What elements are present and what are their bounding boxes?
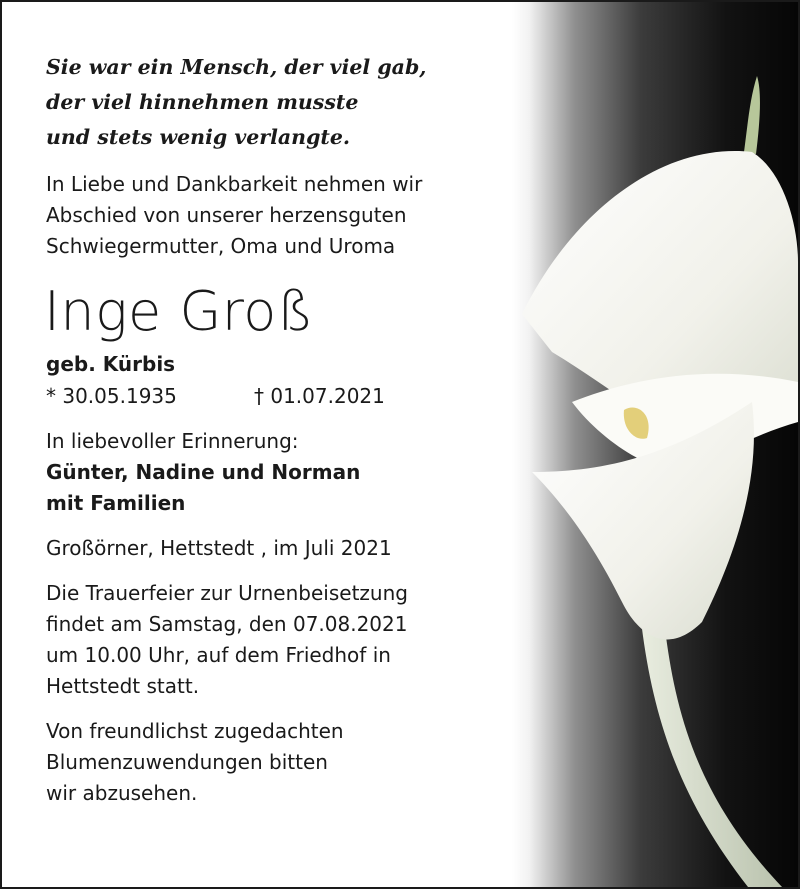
calla-lily-image xyxy=(512,2,798,887)
funeral-info xyxy=(46,578,526,702)
funeral-line: Hettstedt statt. xyxy=(46,674,200,698)
motto-quote xyxy=(46,50,526,155)
flowers-line: wir abzusehen. xyxy=(46,781,198,805)
flowers-line: Von freundlichst zugedachten xyxy=(46,719,344,743)
motto-line: der viel hinnehmen musste xyxy=(46,90,359,114)
birth-date: * 30.05.1935 xyxy=(46,384,177,408)
memory-block xyxy=(46,426,526,519)
calla-lily-illustration xyxy=(512,2,798,887)
place-date xyxy=(46,533,526,564)
flowers-request xyxy=(46,716,526,809)
flowers-line: Blumenzuwendungen bitten xyxy=(46,750,328,774)
place-date-line: Großörner, Hettstedt , im Juli 2021 xyxy=(46,536,392,560)
life-dates xyxy=(46,380,526,412)
motto-line: und stets wenig verlangte. xyxy=(46,125,351,149)
funeral-line: findet am Samstag, den 07.08.2021 xyxy=(46,612,408,636)
intro-line: In Liebe und Dankbarkeit nehmen wir xyxy=(46,172,423,196)
mourners-families: mit Familien xyxy=(46,491,186,515)
intro-text xyxy=(46,169,526,262)
mourners-names: Günter, Nadine und Norman xyxy=(46,460,361,484)
birth-name: geb. Kürbis xyxy=(46,352,176,376)
funeral-line: um 10.00 Uhr, auf dem Friedhof in xyxy=(46,643,391,667)
death-date: † 01.07.2021 xyxy=(254,384,385,408)
memory-label: In liebevoller Erinnerung: xyxy=(46,429,299,453)
intro-line: Abschied von unserer herzensguten xyxy=(46,203,407,227)
intro-line: Schwiegermutter, Oma und Uroma xyxy=(46,234,396,258)
motto-line: Sie war ein Mensch, der viel gab, xyxy=(46,55,427,79)
notice-text xyxy=(46,50,526,809)
funeral-line: Die Trauerfeier zur Urnenbeisetzung xyxy=(46,581,408,605)
deceased-name: Inge Groß xyxy=(44,280,314,343)
